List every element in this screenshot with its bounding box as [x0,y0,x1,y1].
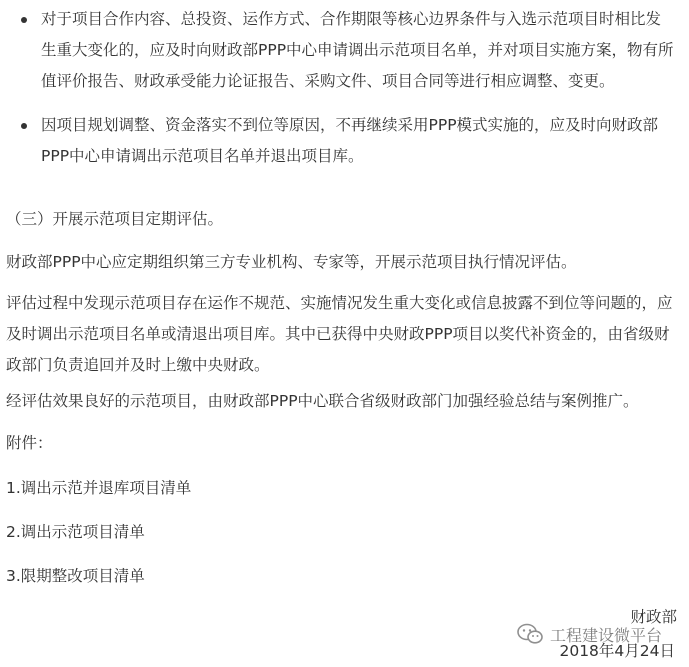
bullet-list [0,0,689,172]
list-item-text: 对于项目合作内容、总投资、运作方式、合作期限等核心边界条件与入选示范项目时相比发生重大变化的，应及时向财政部PPP中心申请调出示范项目名单，并对项目实施方案，物有所值评价报告、财政承受能力论证报告、采购文件、项目合同等进行相应调整、变更。 [41,10,674,90]
paragraph-evaluation: 评估过程中发现示范项目存在运作不规范、实施情况发生重大变化或信息披露不到位等问题的，应及时调出示范项目名单或清退出项目库。其中已获得中央财政PPP项目以奖代补资金的，由省级财政部门负责追回并及时上缴中央财政。 [6,294,673,374]
signature-date: 2018年4月24日 [559,642,675,660]
bullet-dot-icon [21,123,27,129]
list-item-text: 因项目规划调整、资金落实不到位等原因，不再继续采用PPP模式实施的，应及时向财政部PPP中心申请调出示范项目名单并退出项目库。 [41,116,659,165]
paragraph-promotion: 经评估效果良好的示范项目，由财政部PPP中心联合省级财政部门加强经验总结与案例推广。 [6,392,639,410]
attachment-item-2: 2.调出示范项目清单 [6,523,145,541]
list-item [0,110,689,172]
list-item [0,4,689,97]
attachments-label: 附件： [6,434,53,452]
section-heading: （三）开展示范项目定期评估。 [6,210,224,228]
signature-org: 财政部 [630,608,677,626]
wechat-icon [516,623,544,645]
watermark-text: 工程建设微平台 [550,625,663,645]
bullet-dot-icon [21,17,27,23]
paragraph-org: 财政部PPP中心应定期组织第三方专业机构、专家等，开展示范项目执行情况评估。 [6,253,577,271]
attachment-item-3: 3.限期整改项目清单 [6,567,145,585]
attachment-item-1: 1.调出示范并退库项目清单 [6,479,192,497]
